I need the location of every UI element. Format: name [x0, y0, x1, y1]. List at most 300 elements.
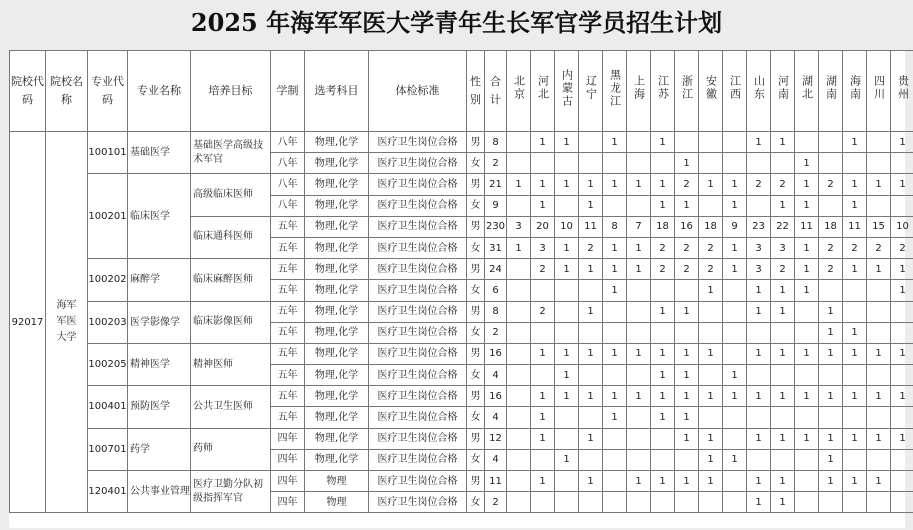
province-quota-cell: 11 — [579, 216, 603, 237]
duration-cell: 四年 — [271, 471, 305, 492]
province-quota-cell: 1 — [531, 195, 555, 216]
subjects-cell: 物理,化学 — [305, 153, 369, 174]
province-quota-cell: 1 — [891, 132, 913, 153]
province-quota-cell — [627, 492, 651, 513]
physical-cell: 医疗卫生岗位合格 — [369, 428, 467, 449]
gender-cell: 男 — [467, 428, 485, 449]
province-quota-cell: 1 — [603, 237, 627, 258]
header-province: 湖北 — [795, 51, 819, 132]
province-quota-cell — [723, 407, 747, 428]
province-quota-cell — [819, 365, 843, 386]
province-quota-cell — [891, 471, 913, 492]
province-quota-cell: 1 — [555, 174, 579, 195]
province-quota-cell: 1 — [795, 280, 819, 301]
province-quota-cell — [531, 449, 555, 470]
province-quota-cell: 1 — [867, 174, 891, 195]
duration-cell: 八年 — [271, 195, 305, 216]
province-quota-cell: 8 — [603, 216, 627, 237]
major-name-cell: 公共事业管理 — [128, 471, 191, 513]
province-quota-cell — [579, 322, 603, 343]
province-quota-cell — [771, 449, 795, 470]
province-quota-cell: 2 — [531, 259, 555, 280]
province-quota-cell: 1 — [771, 280, 795, 301]
header-province: 江西 — [723, 51, 747, 132]
subjects-cell: 物理,化学 — [305, 407, 369, 428]
gender-cell: 女 — [467, 407, 485, 428]
province-quota-cell: 1 — [771, 471, 795, 492]
physical-cell: 医疗卫生岗位合格 — [369, 386, 467, 407]
subjects-cell: 物理 — [305, 471, 369, 492]
total-cell: 11 — [485, 471, 507, 492]
physical-cell: 医疗卫生岗位合格 — [369, 492, 467, 513]
province-quota-cell: 1 — [699, 386, 723, 407]
province-quota-cell: 1 — [843, 322, 867, 343]
province-quota-cell — [627, 280, 651, 301]
province-quota-cell — [627, 153, 651, 174]
total-cell: 2 — [485, 322, 507, 343]
province-quota-cell — [507, 322, 531, 343]
province-quota-cell: 1 — [843, 174, 867, 195]
province-quota-cell: 1 — [771, 386, 795, 407]
province-quota-cell: 1 — [603, 386, 627, 407]
province-quota-cell: 1 — [603, 280, 627, 301]
province-quota-cell — [603, 428, 627, 449]
province-quota-cell: 1 — [891, 386, 913, 407]
table-row — [10, 386, 913, 407]
province-quota-cell: 3 — [747, 237, 771, 258]
province-quota-cell: 1 — [555, 365, 579, 386]
province-quota-cell: 2 — [819, 174, 843, 195]
province-quota-cell: 1 — [699, 449, 723, 470]
header-province: 江苏 — [651, 51, 675, 132]
header-province: 海南 — [843, 51, 867, 132]
school-code-cell: 92017 — [10, 132, 46, 513]
province-quota-cell — [579, 153, 603, 174]
province-quota-cell — [531, 492, 555, 513]
subjects-cell: 物理,化学 — [305, 343, 369, 364]
physical-cell: 医疗卫生岗位合格 — [369, 216, 467, 237]
province-quota-cell — [507, 365, 531, 386]
gender-cell: 女 — [467, 322, 485, 343]
total-cell: 4 — [485, 449, 507, 470]
province-quota-cell: 1 — [771, 343, 795, 364]
province-quota-cell: 1 — [867, 259, 891, 280]
province-quota-cell — [867, 407, 891, 428]
subjects-cell: 物理,化学 — [305, 132, 369, 153]
province-quota-cell — [771, 365, 795, 386]
header-school-code: 院校代码 — [10, 51, 46, 132]
major-code-cell: 100101 — [88, 132, 128, 174]
province-quota-cell — [843, 492, 867, 513]
province-quota-cell: 1 — [795, 259, 819, 280]
province-quota-cell — [507, 428, 531, 449]
province-quota-cell: 1 — [843, 386, 867, 407]
province-quota-cell: 1 — [651, 365, 675, 386]
province-quota-cell — [891, 449, 913, 470]
province-quota-cell — [867, 280, 891, 301]
province-quota-cell: 10 — [555, 216, 579, 237]
province-quota-cell: 1 — [627, 343, 651, 364]
province-quota-cell: 1 — [795, 237, 819, 258]
province-quota-cell: 1 — [819, 343, 843, 364]
province-quota-cell: 1 — [531, 132, 555, 153]
province-quota-cell — [819, 407, 843, 428]
province-quota-cell — [675, 492, 699, 513]
duration-cell: 四年 — [271, 449, 305, 470]
province-quota-cell — [507, 195, 531, 216]
total-cell: 4 — [485, 407, 507, 428]
province-quota-cell: 2 — [867, 237, 891, 258]
province-quota-cell: 18 — [819, 216, 843, 237]
province-quota-cell: 2 — [819, 237, 843, 258]
province-quota-cell: 1 — [579, 259, 603, 280]
province-quota-cell: 1 — [723, 259, 747, 280]
major-name-cell: 医学影像学 — [128, 301, 191, 343]
province-quota-cell — [795, 449, 819, 470]
duration-cell: 五年 — [271, 343, 305, 364]
gender-cell: 女 — [467, 492, 485, 513]
province-quota-cell: 1 — [675, 471, 699, 492]
province-quota-cell — [795, 322, 819, 343]
province-quota-cell — [819, 492, 843, 513]
major-code-cell: 100201 — [88, 174, 128, 259]
province-quota-cell: 2 — [699, 259, 723, 280]
province-quota-cell: 2 — [699, 237, 723, 258]
province-quota-cell — [627, 301, 651, 322]
province-quota-cell — [531, 280, 555, 301]
province-quota-cell: 1 — [795, 195, 819, 216]
province-quota-cell: 1 — [723, 449, 747, 470]
province-quota-cell: 1 — [867, 343, 891, 364]
province-quota-cell: 1 — [819, 386, 843, 407]
province-quota-cell — [603, 492, 627, 513]
province-quota-cell — [843, 301, 867, 322]
header-physical: 体检标准 — [369, 51, 467, 132]
province-quota-cell: 1 — [747, 343, 771, 364]
gender-cell: 女 — [467, 280, 485, 301]
major-name-cell: 临床医学 — [128, 174, 191, 259]
province-quota-cell: 1 — [675, 365, 699, 386]
major-code-cell: 100205 — [88, 343, 128, 385]
province-quota-cell — [555, 153, 579, 174]
province-quota-cell — [699, 365, 723, 386]
province-quota-cell — [555, 428, 579, 449]
province-quota-cell: 1 — [627, 174, 651, 195]
province-quota-cell: 1 — [747, 492, 771, 513]
subjects-cell: 物理 — [305, 492, 369, 513]
province-quota-cell — [867, 365, 891, 386]
major-name-cell: 麻醉学 — [128, 259, 191, 301]
province-quota-cell — [603, 471, 627, 492]
province-quota-cell — [867, 153, 891, 174]
total-cell: 230 — [485, 216, 507, 237]
duration-cell: 八年 — [271, 153, 305, 174]
major-code-cell: 100701 — [88, 428, 128, 470]
subjects-cell: 物理,化学 — [305, 449, 369, 470]
province-quota-cell — [627, 365, 651, 386]
header-duration: 学制 — [271, 51, 305, 132]
province-quota-cell: 1 — [843, 471, 867, 492]
gender-cell: 女 — [467, 237, 485, 258]
province-quota-cell: 1 — [675, 301, 699, 322]
province-quota-cell — [843, 153, 867, 174]
province-quota-cell: 1 — [675, 386, 699, 407]
header-province: 河北 — [531, 51, 555, 132]
province-quota-cell — [603, 365, 627, 386]
province-quota-cell: 1 — [507, 237, 531, 258]
province-quota-cell: 1 — [531, 343, 555, 364]
duration-cell: 八年 — [271, 174, 305, 195]
total-cell: 12 — [485, 428, 507, 449]
province-quota-cell — [627, 407, 651, 428]
total-cell: 2 — [485, 492, 507, 513]
province-quota-cell — [723, 132, 747, 153]
header-province: 内蒙古 — [555, 51, 579, 132]
duration-cell: 五年 — [271, 280, 305, 301]
province-quota-cell — [651, 492, 675, 513]
province-quota-cell — [555, 407, 579, 428]
duration-cell: 五年 — [271, 237, 305, 258]
province-quota-cell — [579, 407, 603, 428]
province-quota-cell: 1 — [555, 259, 579, 280]
province-quota-cell — [699, 195, 723, 216]
province-quota-cell: 1 — [771, 301, 795, 322]
physical-cell: 医疗卫生岗位合格 — [369, 280, 467, 301]
major-name-cell: 基础医学 — [128, 132, 191, 174]
province-quota-cell: 1 — [651, 407, 675, 428]
province-quota-cell: 10 — [891, 216, 913, 237]
province-quota-cell: 1 — [723, 386, 747, 407]
province-quota-cell: 1 — [819, 428, 843, 449]
subjects-cell: 物理,化学 — [305, 237, 369, 258]
province-quota-cell: 1 — [675, 428, 699, 449]
duration-cell: 五年 — [271, 322, 305, 343]
province-quota-cell: 1 — [723, 174, 747, 195]
subjects-cell: 物理,化学 — [305, 301, 369, 322]
gender-cell: 男 — [467, 301, 485, 322]
province-quota-cell — [507, 449, 531, 470]
subjects-cell: 物理,化学 — [305, 428, 369, 449]
province-quota-cell — [675, 449, 699, 470]
province-quota-cell — [771, 322, 795, 343]
header-province: 上海 — [627, 51, 651, 132]
province-quota-cell: 1 — [747, 471, 771, 492]
province-quota-cell: 2 — [675, 259, 699, 280]
physical-cell: 医疗卫生岗位合格 — [369, 174, 467, 195]
province-quota-cell: 1 — [771, 492, 795, 513]
province-quota-cell — [867, 449, 891, 470]
province-quota-cell: 18 — [699, 216, 723, 237]
province-quota-cell: 2 — [531, 301, 555, 322]
province-quota-cell — [795, 471, 819, 492]
province-quota-cell: 1 — [819, 322, 843, 343]
total-cell: 4 — [485, 365, 507, 386]
province-quota-cell: 1 — [651, 471, 675, 492]
province-quota-cell — [627, 449, 651, 470]
province-quota-cell — [675, 280, 699, 301]
gender-cell: 男 — [467, 471, 485, 492]
province-quota-cell: 1 — [603, 259, 627, 280]
goal-cell: 基础医学高级技术军官 — [191, 132, 271, 174]
table-row — [10, 428, 913, 449]
province-quota-cell — [723, 153, 747, 174]
table-row — [10, 301, 913, 322]
duration-cell: 五年 — [271, 365, 305, 386]
province-quota-cell — [771, 407, 795, 428]
province-quota-cell — [819, 195, 843, 216]
province-quota-cell — [627, 195, 651, 216]
physical-cell: 医疗卫生岗位合格 — [369, 237, 467, 258]
duration-cell: 八年 — [271, 132, 305, 153]
province-quota-cell — [723, 471, 747, 492]
province-quota-cell: 3 — [507, 216, 531, 237]
province-quota-cell — [603, 449, 627, 470]
province-quota-cell: 1 — [555, 449, 579, 470]
province-quota-cell: 1 — [531, 428, 555, 449]
province-quota-cell — [531, 365, 555, 386]
province-quota-cell: 1 — [699, 343, 723, 364]
province-quota-cell: 2 — [675, 174, 699, 195]
province-quota-cell: 1 — [579, 195, 603, 216]
province-quota-cell: 1 — [723, 365, 747, 386]
province-quota-cell: 1 — [867, 386, 891, 407]
province-quota-cell: 1 — [651, 174, 675, 195]
province-quota-cell: 1 — [579, 174, 603, 195]
school-name-cell — [46, 132, 88, 513]
subjects-cell: 物理,化学 — [305, 174, 369, 195]
province-quota-cell — [579, 132, 603, 153]
province-quota-cell: 1 — [771, 195, 795, 216]
province-quota-cell: 16 — [675, 216, 699, 237]
total-cell: 24 — [485, 259, 507, 280]
province-quota-cell — [699, 301, 723, 322]
enrollment-table-container — [9, 50, 910, 528]
gender-cell: 女 — [467, 195, 485, 216]
table-row — [10, 174, 913, 195]
province-quota-cell — [819, 132, 843, 153]
province-quota-cell — [747, 322, 771, 343]
province-quota-cell — [507, 259, 531, 280]
major-name-cell: 精神医学 — [128, 343, 191, 385]
province-quota-cell — [627, 322, 651, 343]
page-title: 2025 年海军军医大学青年生长军官学员招生计划 — [190, 8, 723, 37]
goal-cell: 临床影像医师 — [191, 301, 271, 343]
province-quota-cell: 1 — [747, 386, 771, 407]
province-quota-cell: 1 — [579, 428, 603, 449]
province-quota-cell — [747, 407, 771, 428]
province-quota-cell: 2 — [819, 259, 843, 280]
province-quota-cell: 1 — [555, 237, 579, 258]
province-quota-cell: 1 — [771, 428, 795, 449]
duration-cell: 五年 — [271, 407, 305, 428]
province-quota-cell — [795, 407, 819, 428]
province-quota-cell: 1 — [603, 407, 627, 428]
province-quota-cell: 1 — [699, 428, 723, 449]
province-quota-cell — [819, 153, 843, 174]
header-school-name: 院校名称 — [46, 51, 88, 132]
province-quota-cell — [555, 322, 579, 343]
province-quota-cell: 1 — [603, 343, 627, 364]
province-quota-cell: 1 — [867, 471, 891, 492]
gender-cell: 男 — [467, 216, 485, 237]
table-row — [10, 132, 913, 153]
subjects-cell: 物理,化学 — [305, 195, 369, 216]
province-quota-cell — [507, 407, 531, 428]
physical-cell: 医疗卫生岗位合格 — [369, 449, 467, 470]
header-total: 合计 — [485, 51, 507, 132]
province-quota-cell — [507, 492, 531, 513]
gender-cell: 女 — [467, 365, 485, 386]
physical-cell: 医疗卫生岗位合格 — [369, 471, 467, 492]
province-quota-cell — [507, 471, 531, 492]
province-quota-cell — [603, 301, 627, 322]
total-cell: 16 — [485, 386, 507, 407]
province-quota-cell — [723, 322, 747, 343]
province-quota-cell — [555, 492, 579, 513]
province-quota-cell — [507, 132, 531, 153]
goal-cell: 临床通科医师 — [191, 216, 271, 258]
province-quota-cell: 1 — [579, 471, 603, 492]
province-quota-cell: 1 — [843, 428, 867, 449]
major-name-cell: 药学 — [128, 428, 191, 470]
total-cell: 2 — [485, 153, 507, 174]
province-quota-cell — [723, 280, 747, 301]
province-quota-cell — [867, 322, 891, 343]
total-cell: 8 — [485, 132, 507, 153]
province-quota-cell: 1 — [891, 343, 913, 364]
province-quota-cell: 1 — [843, 195, 867, 216]
physical-cell: 医疗卫生岗位合格 — [369, 195, 467, 216]
province-quota-cell — [795, 301, 819, 322]
header-gender: 性别 — [467, 51, 485, 132]
header-major-code: 专业代码 — [88, 51, 128, 132]
province-quota-cell — [723, 492, 747, 513]
province-quota-cell: 2 — [771, 259, 795, 280]
province-quota-cell: 1 — [723, 237, 747, 258]
province-quota-cell — [843, 280, 867, 301]
major-code-cell: 100401 — [88, 386, 128, 428]
province-quota-cell — [651, 449, 675, 470]
province-quota-cell — [531, 322, 555, 343]
subjects-cell: 物理,化学 — [305, 386, 369, 407]
table-row — [10, 343, 913, 364]
province-quota-cell — [795, 132, 819, 153]
province-quota-cell: 1 — [771, 132, 795, 153]
header-province: 湖南 — [819, 51, 843, 132]
physical-cell: 医疗卫生岗位合格 — [369, 322, 467, 343]
province-quota-cell — [579, 492, 603, 513]
gender-cell: 男 — [467, 259, 485, 280]
duration-cell: 四年 — [271, 428, 305, 449]
province-quota-cell: 1 — [603, 174, 627, 195]
province-quota-cell — [579, 449, 603, 470]
province-quota-cell: 2 — [651, 237, 675, 258]
province-quota-cell: 18 — [651, 216, 675, 237]
province-quota-cell: 2 — [579, 237, 603, 258]
province-quota-cell: 1 — [747, 428, 771, 449]
province-quota-cell — [531, 153, 555, 174]
header-major-name: 专业名称 — [128, 51, 191, 132]
province-quota-cell: 1 — [699, 280, 723, 301]
province-quota-cell — [891, 301, 913, 322]
province-quota-cell — [867, 132, 891, 153]
province-quota-cell — [579, 365, 603, 386]
goal-cell: 临床麻醉医师 — [191, 259, 271, 301]
province-quota-cell: 1 — [675, 153, 699, 174]
header-goal: 培养目标 — [191, 51, 271, 132]
province-quota-cell — [651, 153, 675, 174]
goal-cell: 药师 — [191, 428, 271, 470]
